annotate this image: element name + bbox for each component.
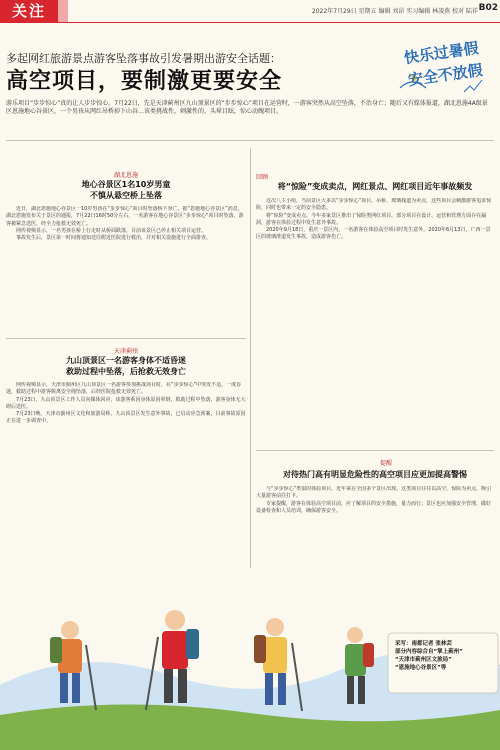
credit-line: 部分内容综合自“掌上蓟州” bbox=[395, 649, 463, 655]
dateline: 2022年7月29日 星期五 编辑 刘昂 实习编辑 林凌燕 校对 陆祥 bbox=[311, 8, 478, 15]
paragraph: 近日，湖北恩施地心谷景区一10岁男孩在“步步惊心”项目时坠落桥下身亡，据“恩施地心谷景区”消息，湖北恩施发布关于景区的通报，7月22日16时50分左右，一名游客在地心谷景区“步步惊心”项目时坠落，游客被紧急送医，经全力抢救无效死亡。 bbox=[6, 206, 244, 227]
paragraph: 2020年9月18日，重庆一景区内，一名游客在体验高空项目时发生意外。2020年6月13日，广西一景区的玻璃滑道发生事故，造成游客伤亡。 bbox=[256, 227, 491, 241]
column-divider bbox=[250, 148, 251, 568]
right-divider bbox=[256, 450, 494, 451]
right-top-kicker: 回顾 bbox=[256, 174, 269, 181]
right-bottom-body bbox=[256, 486, 494, 572]
left-top-body bbox=[6, 206, 246, 334]
section-tag-stripe bbox=[58, 0, 68, 22]
credit-note bbox=[395, 640, 495, 672]
left-bottom-kicker: 天津蓟州 bbox=[113, 348, 138, 355]
right-top-body bbox=[256, 198, 494, 418]
slogan-line-1: 快乐过暑假 bbox=[402, 38, 480, 68]
left-bottom-title-line-1: 九山顶景区一名游客身体不适昏迷 bbox=[66, 356, 186, 365]
paragraph: 与“步步惊心”类似的体验项目，近年来在全国多个景区出现。这类项目往往以高空、惊险为卖点，吸引大量游客前往打卡。 bbox=[256, 486, 492, 500]
right-bottom-kicker: 提醒 bbox=[380, 460, 393, 467]
left-top-title-line-1: 地心谷景区1名10岁男童 bbox=[81, 180, 171, 189]
section-tag: 关注 bbox=[0, 0, 58, 22]
headline-kicker: 多起网红旅游景点游客坠落事故引发暑期出游安全话题： bbox=[6, 52, 281, 65]
main-headline: 高空项目，要制激更要安全 bbox=[6, 69, 283, 94]
right-top-title: 将“惊险”变成卖点，网红景点、网红项目近年事故频发 bbox=[277, 182, 473, 191]
right-bottom-title: 对待热门高有明显危险性的高空项目应更加提高警惕 bbox=[283, 470, 467, 479]
paragraph: 将“惊险”变成卖点，今年多家景区推出了惊险类网红项目，部分项目在设计、运营和管理方面存在漏洞，游客在体验过程中发生意外事故。 bbox=[256, 212, 487, 226]
credit-line: “天津市蓟州区文旅局” bbox=[395, 657, 452, 663]
left-top-title-line-2: 不慎从悬空桥上坠落 bbox=[90, 191, 162, 200]
paragraph: 专家提醒，游客在体验高空项目前，应了解项目的安全措施，量力而行；景区也应加强安全管理，做好设备检查和人员培训，确保游客安全。 bbox=[256, 500, 492, 514]
slogan-graphic bbox=[392, 26, 492, 106]
left-divider bbox=[6, 338, 246, 339]
header-rule bbox=[0, 22, 500, 23]
left-bottom-body bbox=[6, 382, 246, 572]
credit-line: “恩施地心谷景区”等 bbox=[395, 665, 447, 671]
lead-paragraph: 游乐项目“步步惊心”真的让人步步惊心。7月22日，先是天津蓟州区九山顶景区的“步步惊心”项目在运营时，一游客突然从高空坠落，不治身亡；随后又有媒体报道，湖北恩施4A级景区恩施地心谷景区，一个男孩从网红吊桥掉下山谷…该类挑战性，刺激性的、头晕目眩，惊心动魄项目。 bbox=[6, 100, 488, 115]
paragraph: 7月23日，九山顶景区工作人员向媒体回应，该游客系因身体原因晕倒，救助过程中坠落，游客身体无大碍后送医。 bbox=[6, 396, 246, 410]
paragraph: 事故发生后，景区第一时间将通知送往附近医院进行救治，并对相关设施进行全面排查。 bbox=[16, 235, 212, 242]
paragraph: 7月23日晚，天津市蓟州区文化和旅游局称，九山顶景区发生意外事故，已启动应急预案，目前事故原因正在进一步调查中。 bbox=[6, 411, 246, 425]
doodle-icon bbox=[464, 80, 482, 92]
left-bottom-title-line-2: 救助过程中坠落，后抢救无效身亡 bbox=[66, 367, 186, 376]
lead-rule bbox=[6, 140, 494, 141]
paragraph: 网传视频显示，一名男孩在桥上行走时从桥面跌落，目前该景区已停止相关项目运营。 bbox=[16, 227, 207, 234]
left-top-kicker: 湖北恩施 bbox=[113, 172, 138, 179]
credit-line: 采写：南都记者 张林芸 bbox=[395, 641, 452, 647]
page-number: B02 bbox=[478, 3, 498, 13]
paragraph: 网传视频显示，天津市蓟州区九山顶景区一名游客参加挑战项目时，在“步步惊心”中突发不适，一度昏迷，救助过程中游客脱离安全绳坠落，后经医院抢救无效死亡。 bbox=[6, 382, 242, 396]
slogan-line-2: 安全不放假 bbox=[406, 60, 484, 90]
paragraph: 这次八主小组，当前景区大多以“步步惊心”项目，吊桥，玻璃栈道为卖点，这些项目会刺激游客追求惊险，同时也带来一定的安全隐患。 bbox=[256, 198, 492, 212]
